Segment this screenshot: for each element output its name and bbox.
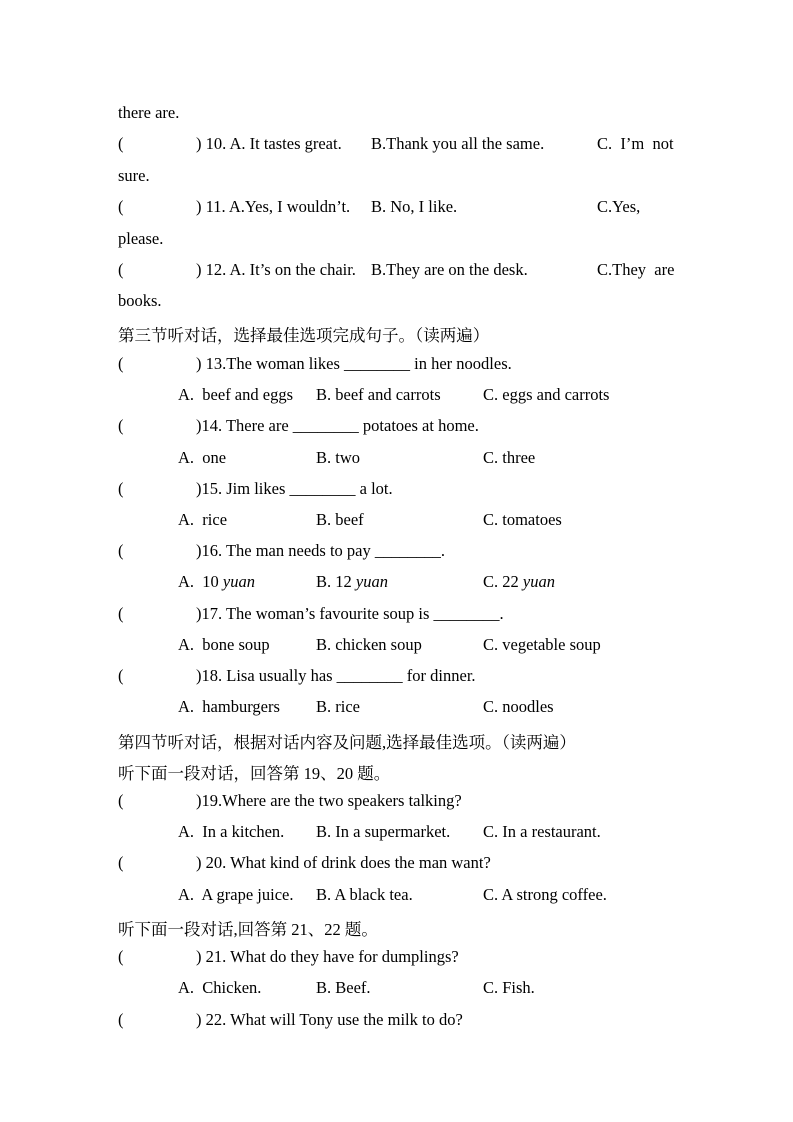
question-20-option-a: A. A grape juice. [178,885,294,904]
question-18-option-c: C. noodles [483,697,554,716]
question-20-text: ) 20. What kind of drink does the man want? [196,853,491,872]
question-13-text: ) 13.The woman likes ________ in her noodles. [196,354,512,373]
question-17-options [0,635,793,659]
question-18 [0,666,793,690]
question-16-option-a [178,572,255,592]
question-11-text-option-a: ) 11. A.Yes, I wouldn’t. [196,197,351,216]
section-header-text: 第四节听对话，根据对话内容及问题,选择最佳选项。（读两遍） [118,733,576,752]
question-22-text: ) 22. What will Tony use the milk to do? [196,1010,463,1029]
answer-paren-open: ( [118,853,124,872]
answer-paren-open: ( [118,1010,124,1029]
question-15-options [0,510,793,534]
question-12-option-c-wrap [0,291,793,315]
question-13-options [0,385,793,409]
question-13-option-c: C. eggs and carrots [483,385,610,404]
question-19-option-a: A. In a kitchen. [178,822,285,841]
question-20-option-b: B. A black tea. [316,885,413,904]
continuation-text: please. [118,229,164,248]
answer-paren-open: ( [118,479,124,498]
question-15-option-c: C. tomatoes [483,510,562,529]
answer-paren-open: ( [118,604,124,623]
question-15-text: )15. Jim likes ________ a lot. [196,479,393,498]
question-12-option-c: C.They are [597,260,675,279]
question-20 [0,853,793,877]
question-15-option-b: B. beef [316,510,364,529]
question-21-option-b: B. Beef. [316,978,371,997]
question-10 [0,134,793,158]
answer-paren-open: ( [118,197,124,216]
question-20-options [0,885,793,909]
instruction-text: 听下面一段对话，回答第 19、20 题。 [118,764,391,783]
answer-paren-open: ( [118,354,124,373]
instruction-dialog-19-20 [0,760,793,784]
question-18-options [0,697,793,721]
answer-paren-open: ( [118,541,124,560]
answer-paren-open: ( [118,134,124,153]
question-17-text: )17. The woman’s favourite soup is ________. [196,604,504,623]
question-19-text: )19.Where are the two speakers talking? [196,791,462,810]
continuation-text: sure. [118,166,150,185]
question-17-option-a: A. bone soup [178,635,270,654]
question-12-option-b: B.They are on the desk. [371,260,528,279]
question-16-options [0,572,793,596]
question-18-text: )18. Lisa usually has ________ for dinner. [196,666,476,685]
option-text: C. 22 [483,572,523,591]
section-header-text: 第三节听对话，选择最佳选项完成句子。（读两遍） [118,326,490,345]
question-14-option-c: C. three [483,448,536,467]
question-17-option-c: C. vegetable soup [483,635,601,654]
question-16-text: )16. The man needs to pay ________. [196,541,445,560]
currency-unit-italic: yuan [355,572,388,591]
question-12 [0,260,793,284]
question-17-option-b: B. chicken soup [316,635,422,654]
currency-unit-italic: yuan [522,572,555,591]
question-14-option-a: A. one [178,448,227,467]
option-text: B. 12 [316,572,356,591]
instruction-dialog-21-22 [0,916,793,940]
question-13-option-b: B. beef and carrots [316,385,441,404]
question-14 [0,416,793,440]
question-16-option-b [316,572,388,592]
question-17 [0,604,793,628]
question-11 [0,197,793,221]
option-text: A. 10 [178,572,223,591]
answer-paren-open: ( [118,791,124,810]
question-14-text: )14. There are ________ potatoes at home. [196,416,479,435]
section-4-header [0,729,793,753]
question-13-option-a: A. beef and eggs [178,385,294,404]
currency-unit-italic: yuan [222,572,255,591]
answer-paren-open: ( [118,260,124,279]
question-18-option-b: B. rice [316,697,360,716]
question-10-option-c-wrap [0,166,793,190]
question-18-option-a: A. hamburgers [178,697,280,716]
question-19-options [0,822,793,846]
question-14-options [0,448,793,472]
question-12-text-option-a: ) 12. A. It’s on the chair. [196,260,356,279]
question-11-option-b: B. No, I like. [371,197,458,216]
question-21-option-a: A. Chicken. [178,978,262,997]
question-19-option-c: C. In a restaurant. [483,822,601,841]
answer-paren-open: ( [118,416,124,435]
question-22 [0,1010,793,1034]
answer-paren-open: ( [118,666,124,685]
question-21 [0,947,793,971]
section-3-header [0,322,793,346]
question-10-text-option-a: ) 10. A. It tastes great. [196,134,342,153]
question-19-option-b: B. In a supermarket. [316,822,451,841]
answer-paren-open: ( [118,947,124,966]
continuation-there-are [0,103,793,127]
instruction-text: 听下面一段对话,回答第 21、22 题。 [118,920,378,939]
question-19 [0,791,793,815]
question-20-option-c: C. A strong coffee. [483,885,607,904]
question-13 [0,354,793,378]
question-21-options [0,978,793,1002]
question-14-option-b: B. two [316,448,361,467]
question-21-option-c: C. Fish. [483,978,535,997]
question-16 [0,541,793,565]
question-11-option-c: C.Yes, [597,197,641,216]
question-15 [0,479,793,503]
question-21-text: ) 21. What do they have for dumplings? [196,947,459,966]
question-16-option-c [483,572,555,592]
continuation-text: books. [118,291,162,310]
question-10-option-b: B.Thank you all the same. [371,134,545,153]
continuation-text: there are. [118,103,180,122]
question-15-option-a: A. rice [178,510,228,529]
question-11-option-c-wrap [0,229,793,253]
question-10-option-c: C. I’m not [597,134,674,153]
